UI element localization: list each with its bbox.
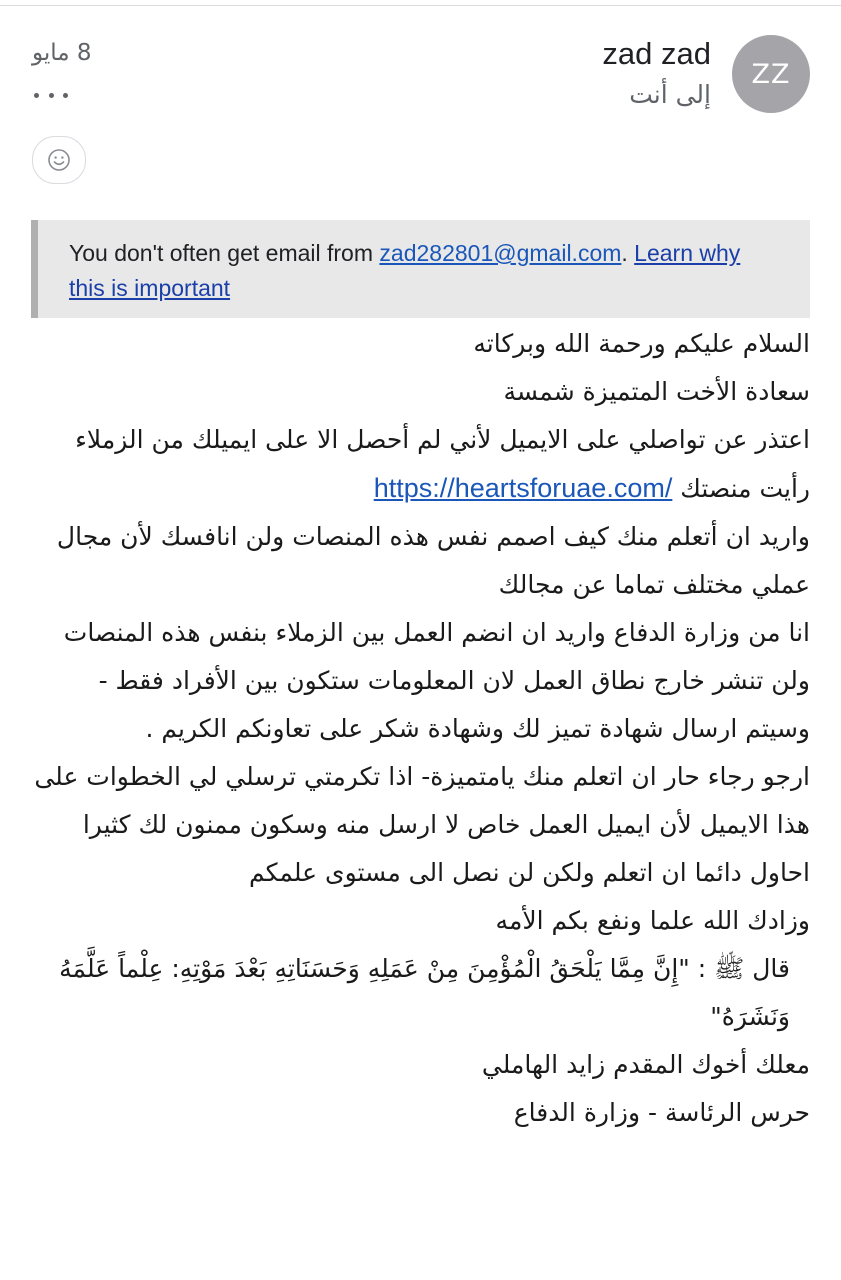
salutation: سعادة الأخت المتميزة شمسة bbox=[503, 377, 810, 406]
add-reaction-button[interactable] bbox=[32, 136, 86, 184]
greeting: السلام عليكم ورحمة الله وبركاته bbox=[473, 329, 810, 358]
more-dots-icon-dot bbox=[63, 93, 68, 98]
warning-text-after: . bbox=[621, 240, 635, 266]
external-sender-warning bbox=[31, 220, 810, 318]
email-date: 8 مايو bbox=[32, 40, 92, 66]
paragraph-hadith: قال ﷺ : "إِنَّ مِمَّا يَلْحَقُ الْمُؤْمِنَ مِنْ عَمَلِهِ وَحَسَنَاتِهِ بَعْدَ مَوْتِهِ: عِلْماً عَلَّمَهُ وَنَشَرَهُ" bbox=[59, 954, 790, 1031]
signature: معلك أخوك المقدم زايد الهاملي bbox=[481, 1050, 810, 1079]
sender-name[interactable]: zad zad bbox=[602, 36, 711, 71]
paragraph-platform bbox=[30, 464, 810, 513]
recipient-line[interactable]: إلى أنت bbox=[629, 80, 711, 109]
avatar-initials: ZZ bbox=[751, 58, 791, 90]
warning-text: You don't often get email from bbox=[69, 240, 380, 266]
paragraph-ministry: انا من وزارة الدفاع واريد ان انضم العمل بين الزملاء بنفس هذه المنصات ولن تنشر خارج نطاق العمل لان المعلومات ستكون بين الأفراد فقط - وسيتم ارسال شهادة تميز لك وشهادة شكر على تعاونكم الكريم . bbox=[63, 618, 810, 743]
top-divider bbox=[0, 5, 841, 6]
paragraph-blessing: وزادك الله علما ونفع بكم الأمه bbox=[495, 906, 810, 935]
more-dots-icon bbox=[34, 93, 39, 98]
paragraph-learn-request: واريد ان أتعلم منك كيف اصمم نفس هذه المنصات ولن انافسك لأن مجال عملي مختلف تماما عن مجالك bbox=[56, 522, 810, 599]
platform-prefix: رأيت منصتك bbox=[672, 474, 810, 503]
message-body bbox=[30, 320, 810, 1137]
learn-why-link[interactable]: Learn why this is important bbox=[69, 240, 741, 301]
more-dots-icon-dot bbox=[49, 93, 54, 98]
sender-email-link[interactable]: zad282801@gmail.com bbox=[379, 240, 622, 266]
paragraph-plea: ارجو رجاء حار ان اتعلم منك يامتميزة- اذا تكرمتي ترسلي لي الخطوات على هذا الايميل لأن ايميل العمل خاص لا ارسل منه وسكون ممنون لك كثيرا bbox=[34, 762, 810, 839]
avatar[interactable] bbox=[732, 35, 810, 113]
signature-organization: حرس الرئاسة - وزارة الدفاع bbox=[513, 1098, 810, 1127]
paragraph-humble: احاول دائما ان اتعلم ولكن لن نصل الى مستوى علمكم bbox=[248, 858, 810, 887]
emoji-smile-icon bbox=[47, 148, 71, 172]
platform-link[interactable]: https://heartsforuae.com/ bbox=[373, 473, 673, 503]
paragraph-apology: اعتذر عن تواصلي على الايميل لأني لم أحصل الا على ايميلك من الزملاء bbox=[75, 425, 810, 454]
more-options-button[interactable] bbox=[34, 80, 68, 110]
